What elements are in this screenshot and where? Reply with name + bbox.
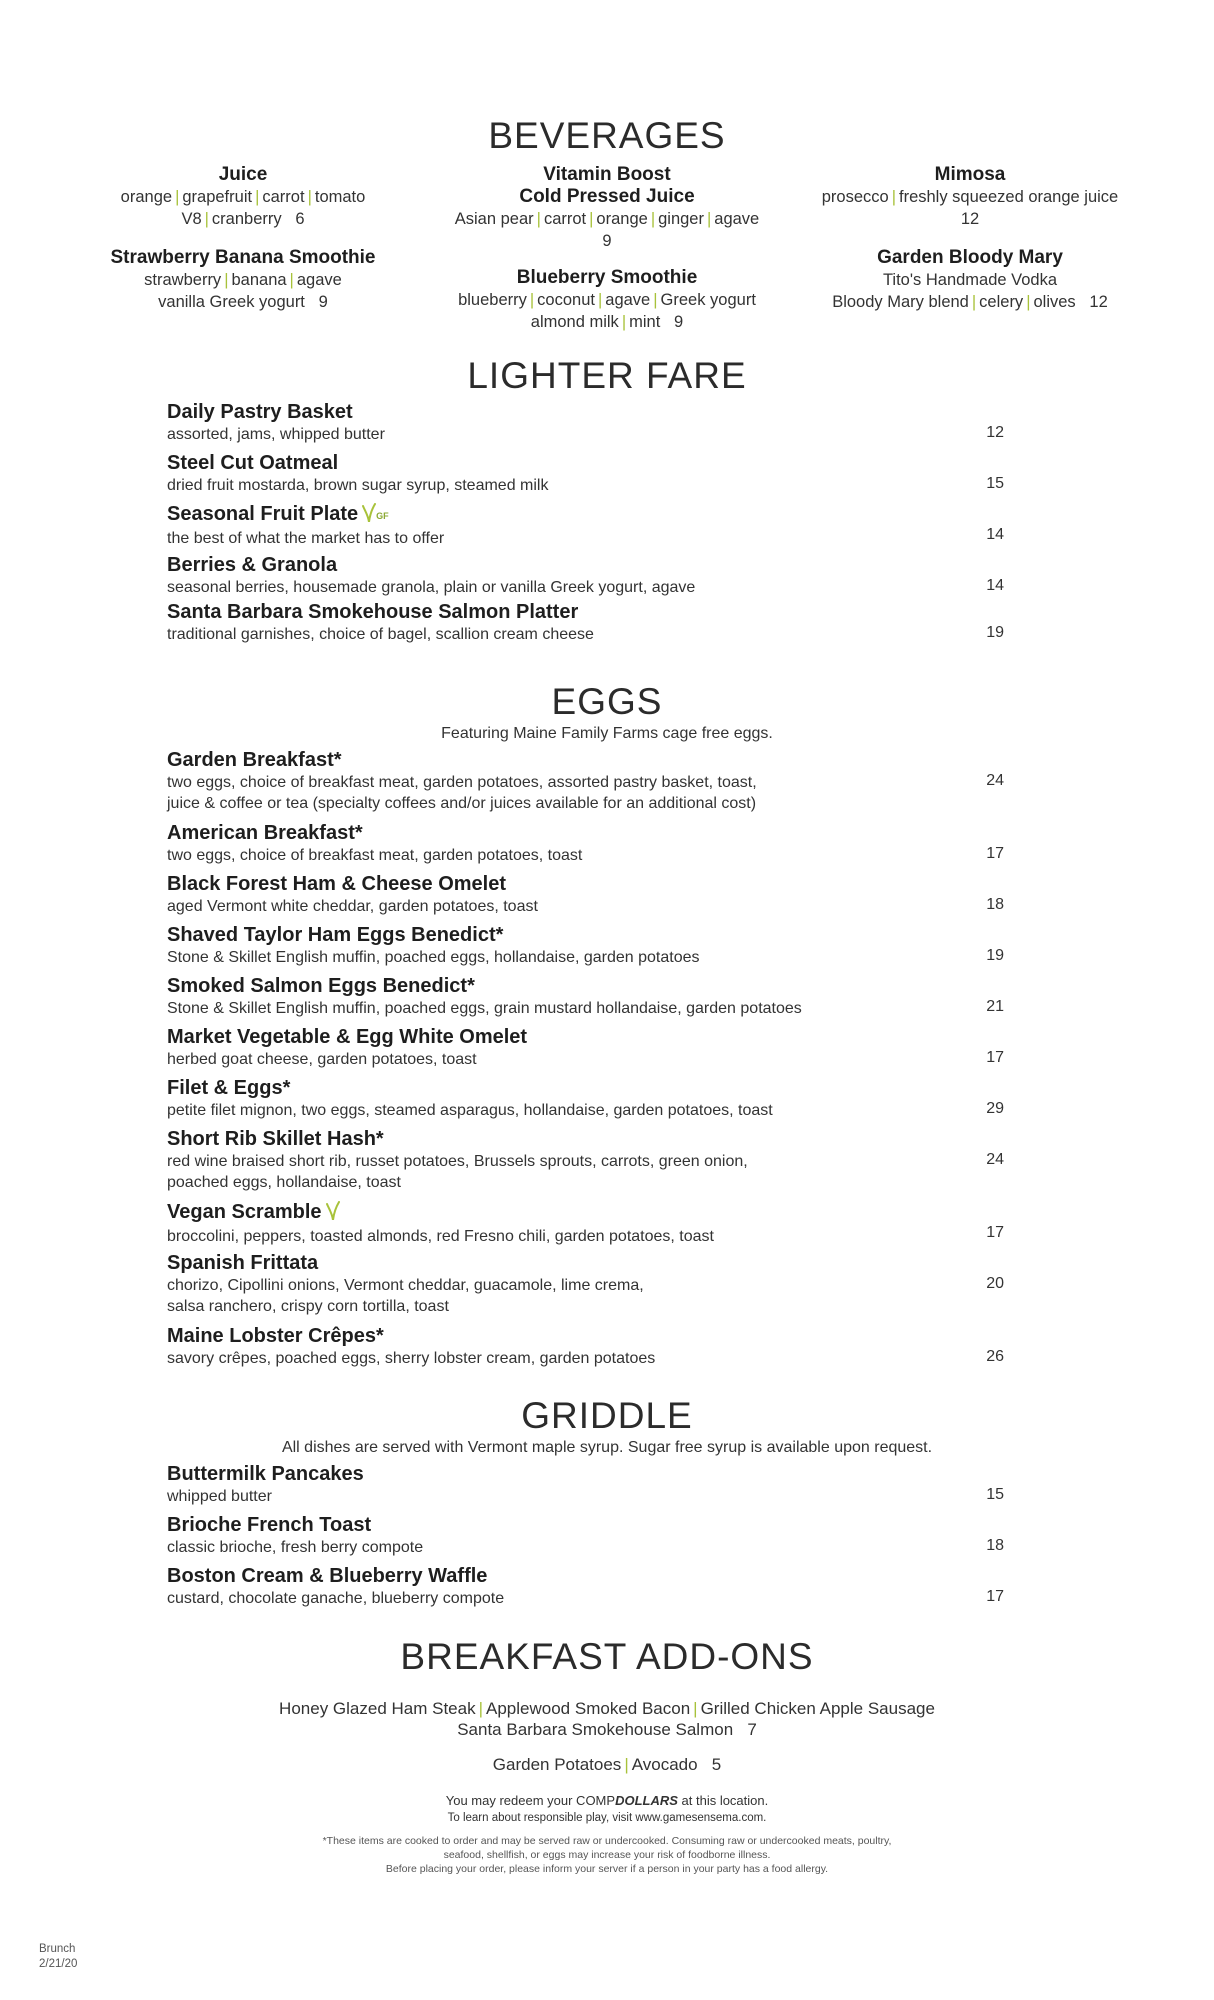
item-description: classic brioche, fresh berry compote: [167, 1539, 424, 1556]
item-price: 26: [986, 1348, 1004, 1365]
beverage-vitamin-boost: [437, 164, 777, 252]
beverage-name: Garden Bloody Mary: [877, 247, 1063, 268]
beverage-name: Mimosa: [934, 164, 1006, 185]
item-name: Daily Pastry Basket: [167, 401, 353, 423]
item-description: custard, chocolate ganache, blueberry compote: [167, 1590, 505, 1607]
item-description: salsa ranchero, crispy corn tortilla, toast: [167, 1298, 449, 1315]
item-name: Short Rib Skillet Hash*: [167, 1128, 384, 1150]
beverage-blueberry-smoothie: [437, 267, 777, 333]
item-name: Spanish Frittata: [167, 1252, 319, 1274]
item-name: Filet & Eggs*: [167, 1077, 291, 1099]
item-description: petite filet mignon, two eggs, steamed asparagus, hollandaise, garden potatoes, toast: [167, 1102, 773, 1119]
item-description: savory crêpes, poached eggs, sherry lobster cream, garden potatoes: [167, 1350, 656, 1367]
addons-line-3: Garden Potatoes | Avocado 5: [492, 1755, 722, 1774]
menu-item: [167, 1513, 1017, 1558]
item-description: dried fruit mostarda, brown sugar syrup, steamed milk: [167, 477, 549, 494]
beverage-desc-line: blueberry | coconut | agave | Greek yogurt: [458, 291, 756, 309]
menu-item: [167, 974, 1017, 1019]
beverage-desc-line: strawberry | banana | agave: [144, 271, 342, 289]
item-description: herbed goat cheese, garden potatoes, toast: [167, 1051, 477, 1068]
menu-item: [167, 821, 1017, 866]
beverage-name: Blueberry Smoothie: [516, 267, 698, 288]
item-description: Stone & Skillet English muffin, poached eggs, hollandaise, garden potatoes: [167, 949, 700, 966]
beverage-desc-line: Bloody Mary blend | celery | olives 12: [832, 293, 1108, 311]
item-description: two eggs, choice of breakfast meat, garden potatoes, toast: [167, 847, 583, 864]
item-price: 17: [986, 845, 1004, 862]
item-description: seasonal berries, housemade granola, plain or vanilla Greek yogurt, agave: [167, 579, 696, 596]
beverage-strawberry-banana-smoothie: [73, 247, 413, 313]
menu-item: [167, 400, 1017, 445]
item-name: Buttermilk Pancakes: [167, 1463, 364, 1485]
responsible-play-note: To learn about responsible play, visit www.gamesensema.com.: [447, 1812, 767, 1824]
item-price: 24: [986, 772, 1004, 789]
beverage-desc-line: V8 | cranberry 6: [181, 210, 305, 228]
eggs-title: EGGS: [551, 681, 663, 722]
item-name: Market Vegetable & Egg White Omelet: [167, 1026, 528, 1048]
menu-version: [39, 1942, 77, 1972]
item-price: 17: [986, 1588, 1004, 1605]
menu-item: [167, 451, 1017, 496]
item-name: Vegan Scramble: [167, 1200, 1017, 1226]
beverage-name: Strawberry Banana Smoothie: [110, 247, 376, 268]
item-description: broccolini, peppers, toasted almonds, red Fresno chili, garden potatoes, toast: [167, 1228, 714, 1245]
item-price: 20: [986, 1275, 1004, 1292]
item-name: Steel Cut Oatmeal: [167, 452, 339, 474]
item-name: Shaved Taylor Ham Eggs Benedict*: [167, 924, 504, 946]
item-price: 29: [986, 1100, 1004, 1117]
beverage-desc-line: vanilla Greek yogurt 9: [158, 293, 328, 311]
item-price: 15: [986, 1486, 1004, 1503]
menu-item: [167, 1324, 1017, 1369]
menu-name: Brunch: [39, 1943, 76, 1955]
food-safety-disclaimer: *These items are cooked to order and may be served raw or undercooked. Consuming raw or undercooked meats, poultry, seafood, shellfish, or eggs may increase your risk of foodborne illness. Before placing your order, please inform your server if a person in your party has a food allergy.: [322, 1835, 892, 1875]
item-description: whipped butter: [167, 1488, 272, 1505]
menu-item: [167, 748, 1017, 814]
item-description: poached eggs, hollandaise, toast: [167, 1174, 401, 1191]
comp-dollars-note: You may redeem your COMPDOLLARS at this location.: [445, 1793, 769, 1808]
beverage-desc-line: Asian pear | carrot | orange | ginger | agave: [454, 210, 760, 228]
item-description: two eggs, choice of breakfast meat, garden potatoes, assorted pastry basket, toast,: [167, 774, 757, 791]
menu-item: [167, 1076, 1017, 1121]
menu-item: [167, 1251, 1017, 1317]
item-price: 18: [986, 1537, 1004, 1554]
item-price: 14: [986, 577, 1004, 594]
menu-item: [167, 502, 1017, 549]
menu-item: [167, 1200, 1017, 1247]
beverage-desc-line: orange | grapefruit | carrot | tomato: [120, 188, 366, 206]
vegan-leaf-icon: [326, 1200, 340, 1226]
item-price: 19: [986, 947, 1004, 964]
menu-item: [167, 1025, 1017, 1070]
lighter-fare-title: LIGHTER FARE: [467, 355, 747, 396]
item-description: juice & coffee or tea (specialty coffees and/or juices available for an additional cost): [167, 795, 757, 812]
item-description: the best of what the market has to offer: [167, 530, 445, 547]
addons-line-1: Honey Glazed Ham Steak | Applewood Smoked Bacon | Grilled Chicken Apple Sausage: [279, 1699, 935, 1718]
addons-title: BREAKFAST ADD-ONS: [400, 1636, 814, 1677]
item-description: Stone & Skillet English muffin, poached eggs, grain mustard hollandaise, garden potatoes: [167, 1000, 802, 1017]
item-price: 15: [986, 475, 1004, 492]
vegan-leaf-icon: [362, 502, 376, 528]
beverage-name: Cold Pressed Juice: [519, 186, 695, 207]
item-price: 24: [986, 1151, 1004, 1168]
item-name: Seasonal Fruit Plate $^{GF}$: [167, 502, 1017, 528]
beverage-garden-bloody-mary: [800, 247, 1140, 313]
griddle-title: GRIDDLE: [521, 1395, 693, 1436]
item-description: chorizo, Cipollini onions, Vermont cheddar, guacamole, lime crema,: [167, 1277, 644, 1294]
addons-line-2: Santa Barbara Smokehouse Salmon 7: [457, 1720, 757, 1739]
item-name: Smoked Salmon Eggs Benedict*: [167, 975, 475, 997]
item-name: American Breakfast*: [167, 822, 363, 844]
item-description: aged Vermont white cheddar, garden potatoes, toast: [167, 898, 538, 915]
item-price: 17: [986, 1049, 1004, 1066]
menu-item: [167, 1127, 1017, 1193]
beverage-price: 9: [602, 232, 612, 250]
menu-item: [167, 600, 1017, 645]
item-name: Black Forest Ham & Cheese Omelet: [167, 873, 507, 895]
item-name: Maine Lobster Crêpes*: [167, 1325, 384, 1347]
item-name: Boston Cream & Blueberry Waffle: [167, 1565, 488, 1587]
beverage-desc-line: almond milk | mint 9: [530, 313, 684, 331]
item-price: 18: [986, 896, 1004, 913]
gluten-free-badge: GF: [376, 511, 389, 521]
beverage-price: 12: [960, 210, 980, 228]
beverage-desc-line: Tito's Handmade Vodka: [882, 271, 1058, 289]
menu-date: 2/21/20: [39, 1958, 78, 1970]
griddle-subtitle: All dishes are served with Vermont maple syrup. Sugar free syrup is available upon request.: [281, 1439, 933, 1456]
beverage-name: Vitamin Boost: [543, 164, 671, 185]
beverage-mimosa: [800, 164, 1140, 230]
item-price: 12: [986, 424, 1004, 441]
item-description: red wine braised short rib, russet potatoes, Brussels sprouts, carrots, green onion,: [167, 1153, 748, 1170]
menu-item: [167, 923, 1017, 968]
menu-item: [167, 1564, 1017, 1609]
item-description: assorted, jams, whipped butter: [167, 426, 385, 443]
beverage-juice: [73, 164, 413, 230]
item-price: 17: [986, 1224, 1004, 1241]
item-name: Garden Breakfast*: [167, 749, 342, 771]
item-price: 19: [986, 624, 1004, 641]
item-price: 14: [986, 526, 1004, 543]
item-name: Brioche French Toast: [167, 1514, 372, 1536]
beverage-desc-line: prosecco | freshly squeezed orange juice: [821, 188, 1119, 206]
beverage-name: Juice: [218, 164, 268, 185]
item-description: traditional garnishes, choice of bagel, scallion cream cheese: [167, 626, 594, 643]
item-name: Berries & Granola: [167, 554, 338, 576]
item-name: Santa Barbara Smokehouse Salmon Platter: [167, 601, 579, 623]
beverages-title: BEVERAGES: [488, 115, 726, 156]
eggs-subtitle: Featuring Maine Family Farms cage free eggs.: [441, 725, 773, 742]
menu-item: [167, 553, 1017, 598]
menu-item: [167, 1462, 1017, 1507]
item-price: 21: [986, 998, 1004, 1015]
menu-item: [167, 872, 1017, 917]
